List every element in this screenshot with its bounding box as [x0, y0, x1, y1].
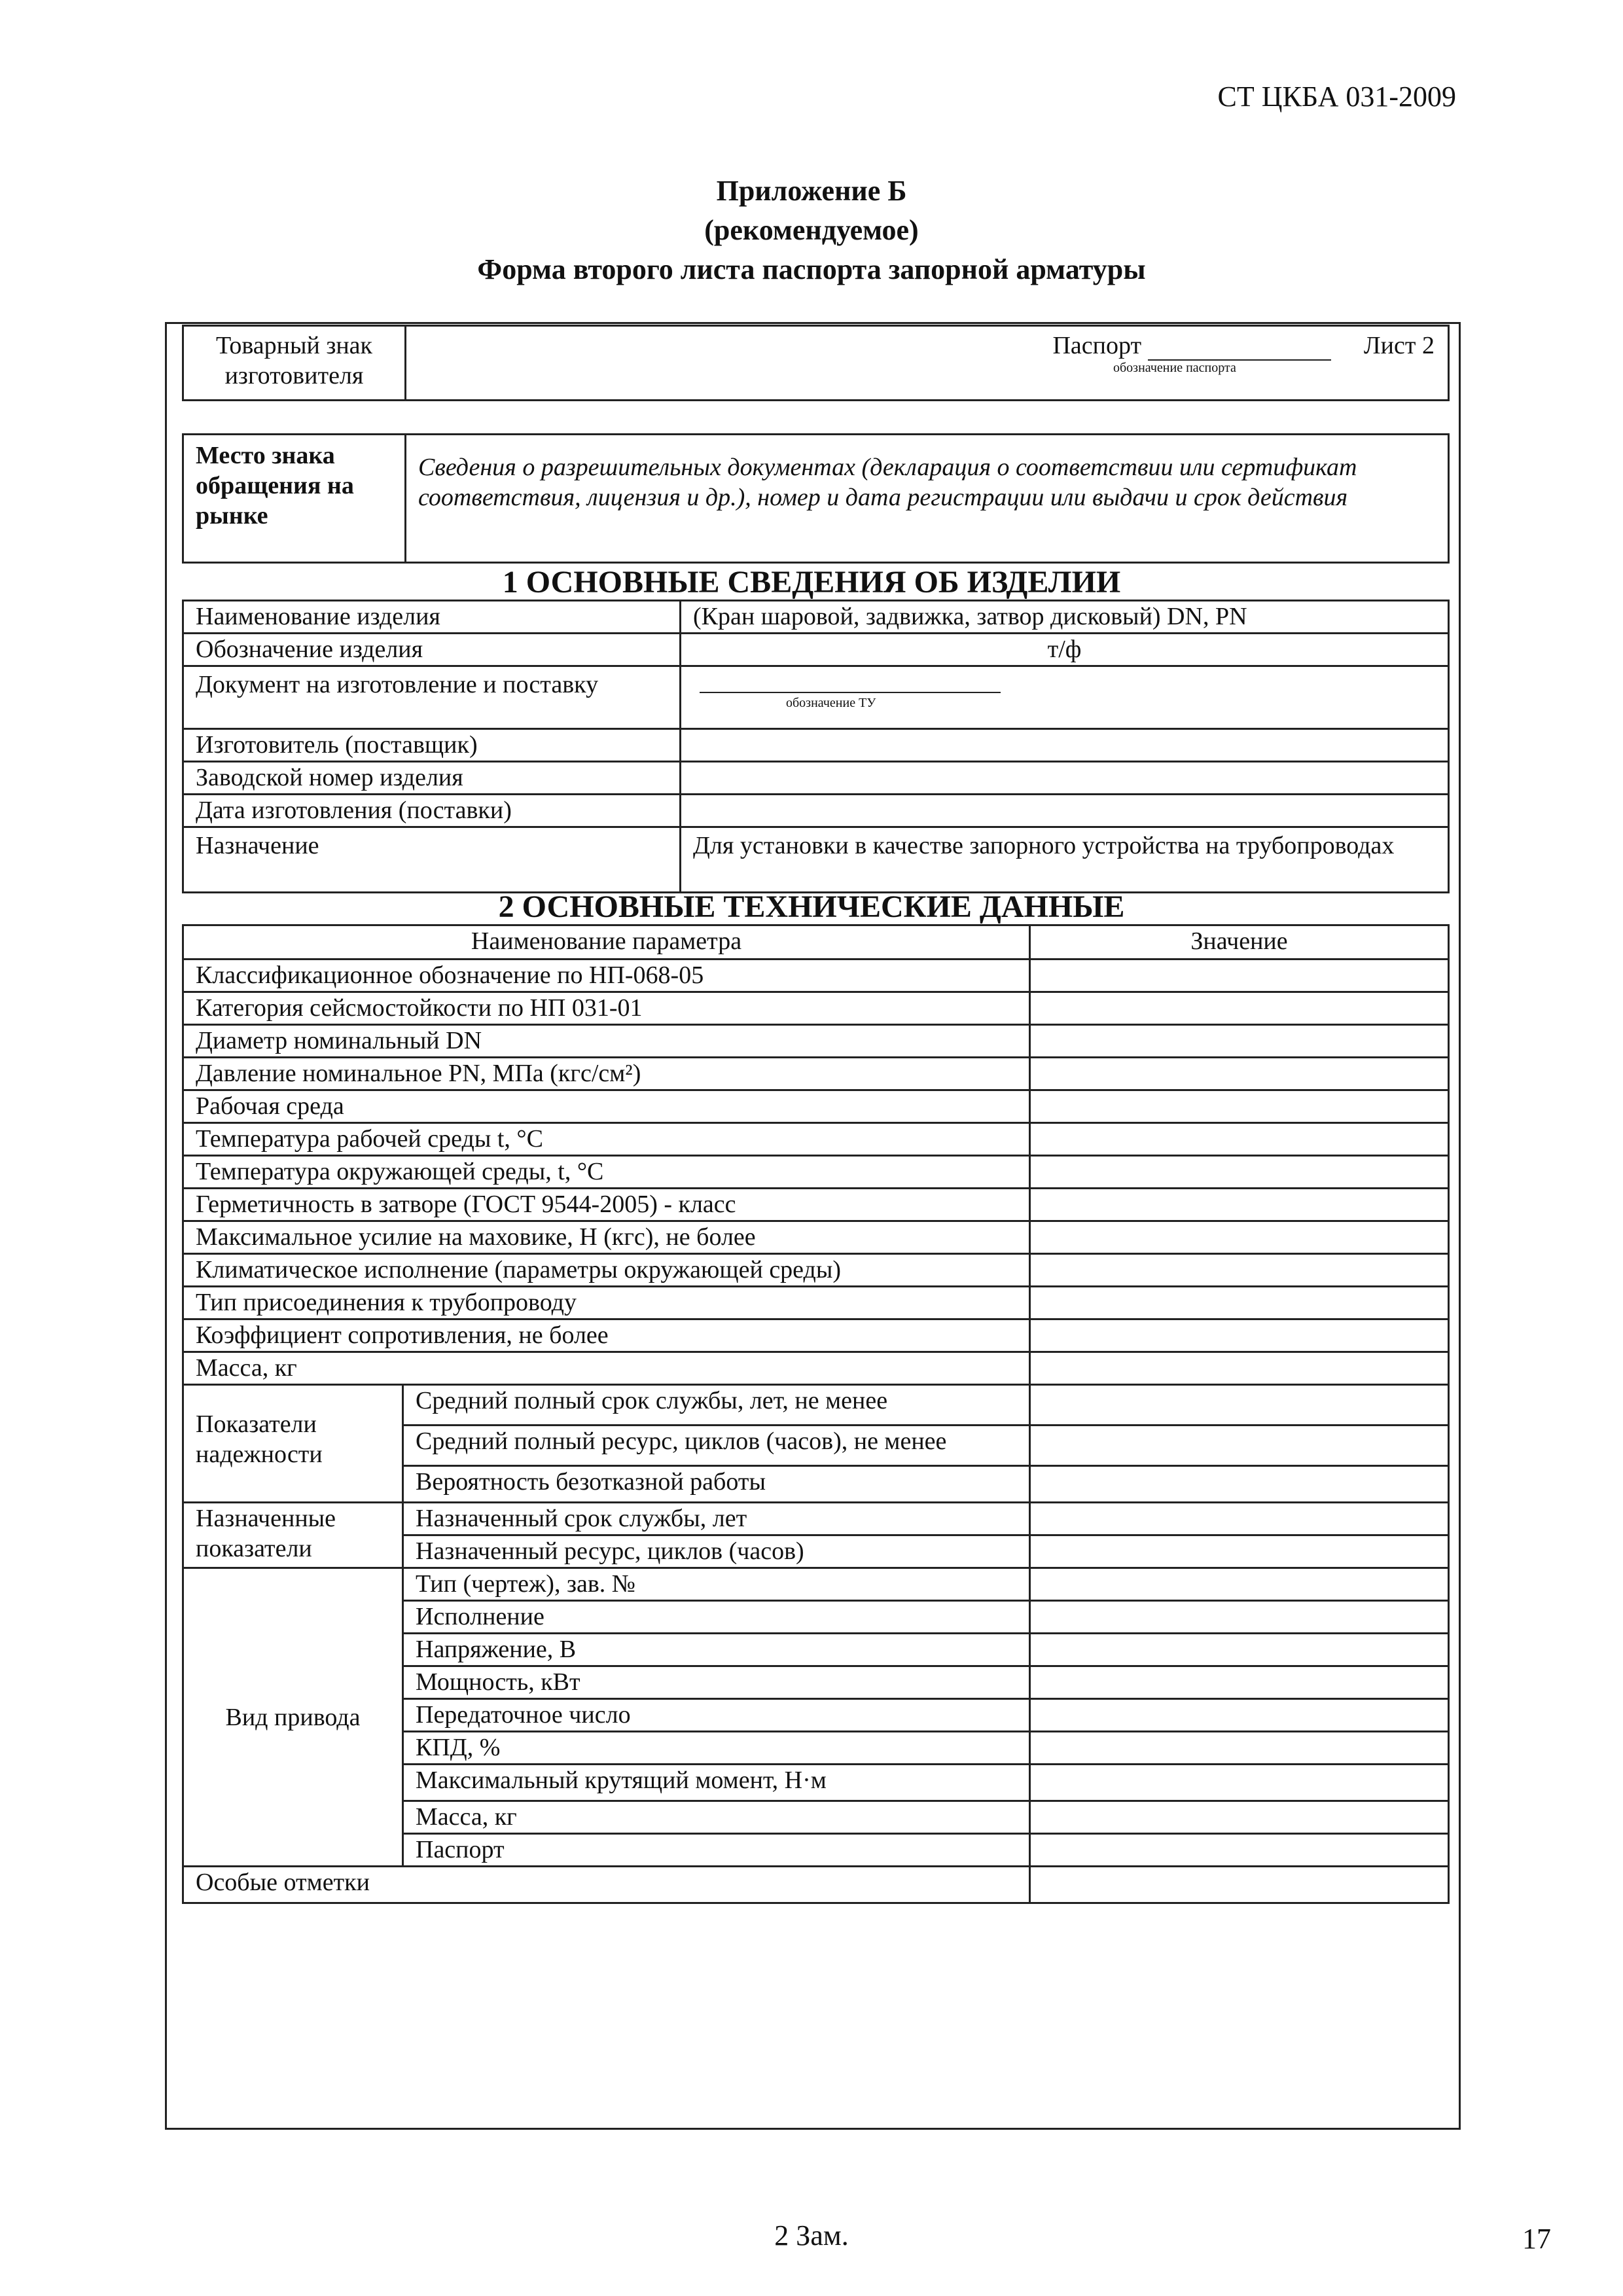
serial-number-label: Заводской номер изделия [183, 762, 681, 795]
param-value [1030, 1503, 1449, 1535]
param-value [1030, 1634, 1449, 1666]
param-value [1030, 1319, 1449, 1352]
serial-number-value [681, 762, 1449, 795]
param-row: Исполнение [403, 1601, 1030, 1634]
param-value [1030, 1666, 1449, 1699]
param-value [1030, 1466, 1449, 1503]
param-row: Климатическое исполнение (параметры окружающей среды) [183, 1254, 1030, 1287]
value-header: Значение [1030, 925, 1449, 960]
param-row: Диаметр номинальный DN [183, 1025, 1030, 1058]
special-notes-label: Особые отметки [183, 1867, 1030, 1903]
param-value [1030, 1601, 1449, 1634]
permit-documents-text: Сведения о разрешительных документах (декларация о соответствии или сертификат соответствия, лицензия и др.), номер и дата регистрации или выдачи и срок действия [406, 435, 1449, 563]
spec-document-caption: обозначение ТУ [786, 696, 876, 710]
param-row: Тип присоединения к трубопроводу [183, 1287, 1030, 1319]
param-row: Масса, кг [183, 1352, 1030, 1385]
appendix-subtitle: (рекомендуемое) [704, 214, 919, 246]
param-value [1030, 1189, 1449, 1221]
special-notes-value [1030, 1867, 1449, 1903]
param-row: Категория сейсмостойкости по НП 031-01 [183, 992, 1030, 1025]
param-row: Максимальный крутящий момент, Н·м [403, 1765, 1030, 1801]
param-row: Давление номинальное PN, МПа (кгс/см²) [183, 1058, 1030, 1090]
param-header: Наименование параметра [183, 925, 1030, 960]
param-row: Тип (чертеж), зав. № [403, 1568, 1030, 1601]
param-row: Назначенный срок службы, лет [403, 1503, 1030, 1535]
form-title: Форма второго листа паспорта запорной арматуры [477, 253, 1146, 285]
passport-label: Паспорт [1052, 332, 1142, 359]
page-number: 17 [1522, 2223, 1551, 2255]
param-row: Средний полный ресурс, циклов (часов), не менее [403, 1426, 1030, 1466]
param-value [1030, 1426, 1449, 1466]
param-row: Температура окружающей среды, t, °C [183, 1156, 1030, 1189]
param-value [1030, 1221, 1449, 1254]
technical-data-table [182, 924, 1450, 1904]
param-row: Герметичность в затворе (ГОСТ 9544-2005) - класс [183, 1189, 1030, 1221]
param-value [1030, 1090, 1449, 1123]
param-value [1030, 1765, 1449, 1801]
param-value [1030, 1732, 1449, 1765]
product-name-label: Наименование изделия [183, 601, 681, 634]
param-value [1030, 1801, 1449, 1834]
param-value [1030, 1535, 1449, 1568]
param-row: Масса, кг [403, 1801, 1030, 1834]
purpose-label: Назначение [183, 827, 681, 893]
market-mark-label: Место знака обращения на рынке [183, 435, 406, 563]
reliability-group-label: Показатели надежности [183, 1385, 403, 1503]
param-row: Температура рабочей среды t, °C [183, 1123, 1030, 1156]
passport-header-table [182, 325, 1450, 401]
param-row: Передаточное число [403, 1699, 1030, 1732]
param-value [1030, 1352, 1449, 1385]
param-value [1030, 1156, 1449, 1189]
param-row: Вероятность безотказной работы [403, 1466, 1030, 1503]
param-value [1030, 1287, 1449, 1319]
product-designation-label: Обозначение изделия [183, 634, 681, 666]
param-row: Напряжение, В [403, 1634, 1030, 1666]
param-row: Рабочая среда [183, 1090, 1030, 1123]
passport-caption: обозначение паспорта [1113, 361, 1236, 375]
param-row: КПД, % [403, 1732, 1030, 1765]
product-name-value: (Кран шаровой, задвижка, затвор дисковый) DN, PN [681, 601, 1449, 634]
manufacturer-label: Изготовитель (поставщик) [183, 729, 681, 762]
param-value [1030, 960, 1449, 992]
market-mark-table [182, 433, 1450, 564]
trademark-cell: Товарный знак изготовителя [183, 326, 406, 401]
spec-document-value [681, 666, 1449, 729]
param-row: Классификационное обозначение по НП-068-05 [183, 960, 1030, 992]
section1-title: 1 ОСНОВНЫЕ СВЕДЕНИЯ ОБ ИЗДЕЛИИ [502, 565, 1121, 600]
sheet-number: Лист 2 [1363, 332, 1435, 359]
param-value [1030, 1025, 1449, 1058]
document-code: СТ ЦКБА 031-2009 [1217, 81, 1456, 113]
section2-title: 2 ОСНОВНЫЕ ТЕХНИЧЕСКИЕ ДАННЫЕ [498, 889, 1125, 924]
purpose-value: Для установки в качестве запорного устройства на трубопроводах [681, 827, 1449, 893]
param-row: Паспорт [403, 1834, 1030, 1867]
drive-group-label: Вид привода [183, 1568, 403, 1867]
change-note: 2 Зам. [774, 2219, 849, 2251]
param-value [1030, 1254, 1449, 1287]
param-value [1030, 992, 1449, 1025]
passport-cell [406, 326, 1449, 401]
appendix-title: Приложение Б [716, 175, 907, 207]
product-designation-value: т/ф [681, 634, 1449, 666]
param-value [1030, 1123, 1449, 1156]
param-row: Коэффициент сопротивления, не более [183, 1319, 1030, 1352]
assigned-group-label: Назначенные показатели [183, 1503, 403, 1568]
param-row: Максимальное усилие на маховике, Н (кгс), не более [183, 1221, 1030, 1254]
param-row: Мощность, кВт [403, 1666, 1030, 1699]
param-value [1030, 1385, 1449, 1426]
param-value [1030, 1058, 1449, 1090]
param-value [1030, 1699, 1449, 1732]
spec-document-line [700, 692, 1001, 693]
manufacture-date-label: Дата изготовления (поставки) [183, 795, 681, 827]
param-row: Средний полный срок службы, лет, не менее [403, 1385, 1030, 1426]
param-value [1030, 1568, 1449, 1601]
param-value [1030, 1834, 1449, 1867]
passport-number-line [1148, 333, 1331, 361]
param-row: Назначенный ресурс, циклов (часов) [403, 1535, 1030, 1568]
spec-document-label: Документ на изготовление и поставку [183, 666, 681, 729]
product-info-table [182, 600, 1450, 893]
manufacture-date-value [681, 795, 1449, 827]
manufacturer-value [681, 729, 1449, 762]
